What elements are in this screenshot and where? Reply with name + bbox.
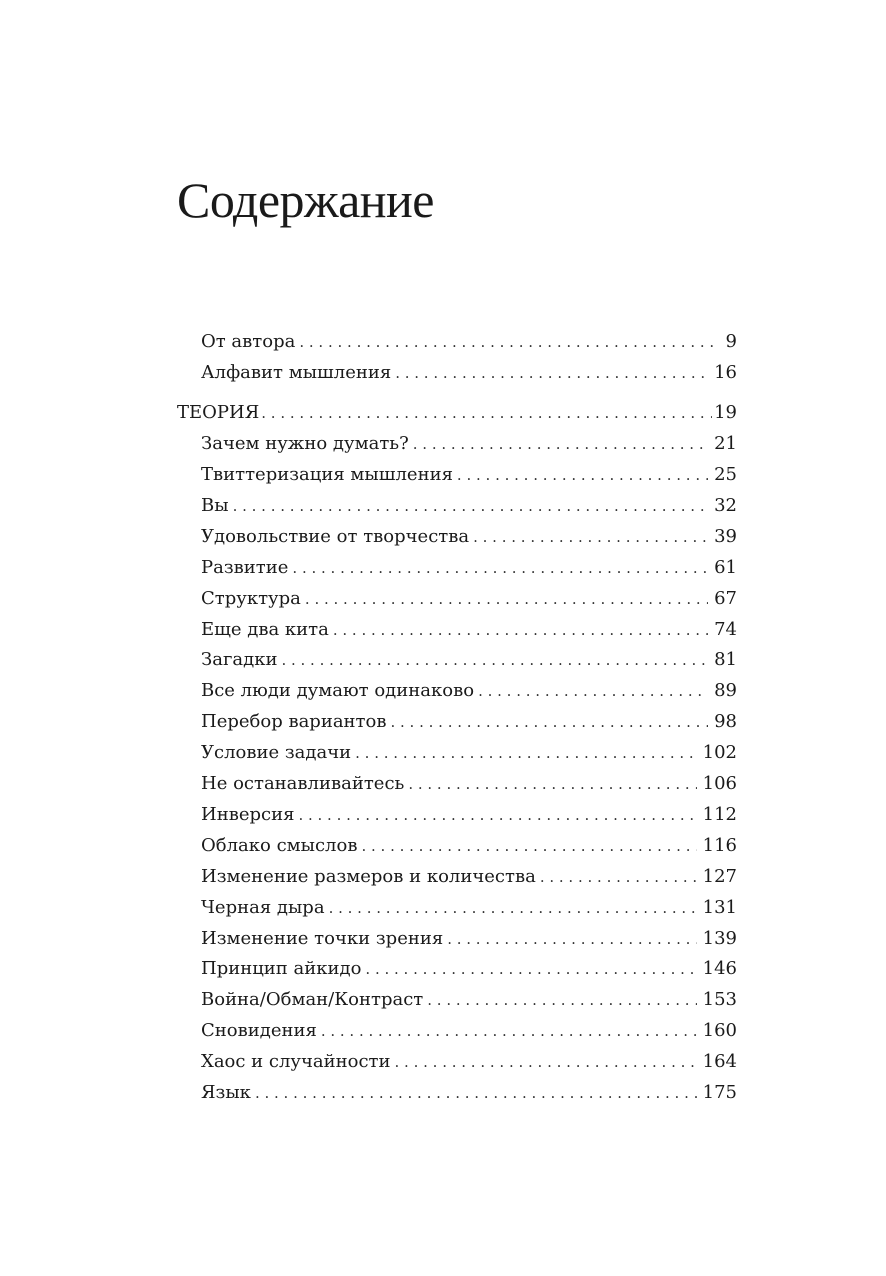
dot-leader (261, 399, 712, 427)
dot-leader (233, 492, 709, 520)
toc-entry[interactable] (201, 430, 737, 458)
toc-entry-page: 175 (702, 1082, 737, 1103)
toc-entry[interactable] (201, 585, 737, 613)
dot-leader (305, 585, 708, 613)
toc-entry-label: Алфавит мышления (201, 362, 392, 383)
toc-entry-label: Сновидения (201, 1020, 317, 1041)
toc-entry-page: 32 (714, 495, 737, 516)
toc-entry-label: Инверсия (201, 804, 295, 825)
toc-entry[interactable] (201, 894, 737, 922)
toc-entry-label: Облако смыслов (201, 835, 358, 856)
toc-entry[interactable] (201, 986, 737, 1014)
dot-leader (361, 832, 696, 860)
toc-entry[interactable] (201, 832, 737, 860)
toc-entry-label: Война/Обман/Контраст (201, 989, 424, 1010)
toc-entry-page: 127 (702, 866, 737, 887)
toc-entry-page: 106 (702, 773, 737, 794)
dot-leader (395, 359, 708, 387)
dot-leader (427, 986, 696, 1014)
toc-entry-label: Структура (201, 588, 301, 609)
toc-entry-label: Перебор вариантов (201, 711, 387, 732)
dot-leader (321, 1017, 697, 1045)
toc-entry-page: 116 (702, 835, 737, 856)
toc-entry[interactable] (201, 770, 737, 798)
toc-entry-label: Твиттеризация мышления (201, 464, 453, 485)
toc-entry-label: Условие задачи (201, 742, 352, 763)
toc-entry-page: 160 (702, 1020, 737, 1041)
toc-entry-page: 102 (702, 742, 737, 763)
toc-entry-page: 98 (714, 711, 737, 732)
toc-entry[interactable] (201, 925, 737, 953)
toc-entry-label: Хаос и случайности (201, 1051, 391, 1072)
toc-entry-page: 61 (714, 557, 737, 578)
dot-leader (365, 955, 696, 983)
toc-entry-label: Зачем нужно думать? (201, 433, 409, 454)
dot-leader (457, 461, 708, 489)
toc-entry-label: Удовольствие от творчества (201, 526, 470, 547)
toc-entry[interactable] (201, 1017, 737, 1045)
toc-entry-label: Черная дыра (201, 897, 325, 918)
toc-section-label: ТЕОРИЯ (177, 402, 260, 423)
toc-entry-label: Изменение точки зрения (201, 928, 444, 949)
dot-leader (333, 616, 708, 644)
dot-leader (413, 430, 708, 458)
dot-leader (447, 925, 696, 953)
toc-entry[interactable] (201, 677, 737, 705)
dot-leader (540, 863, 697, 891)
toc-entry-label: Язык (201, 1082, 251, 1103)
toc-entry-page: 9 (725, 331, 737, 352)
toc-entry-page: 74 (714, 619, 737, 640)
toc-entry-label: Загадки (201, 649, 278, 670)
dot-leader (355, 739, 697, 767)
dot-leader (298, 801, 696, 829)
toc-entry[interactable] (201, 801, 737, 829)
dot-leader (408, 770, 696, 798)
dot-leader (473, 523, 708, 551)
toc-entry[interactable] (201, 739, 737, 767)
toc-section-page: 19 (714, 402, 737, 423)
toc-entry[interactable] (201, 328, 737, 356)
toc-section[interactable] (177, 399, 737, 427)
toc-entry-page: 164 (702, 1051, 737, 1072)
dot-leader (395, 1048, 697, 1076)
toc-entry[interactable] (201, 523, 737, 551)
toc-entry[interactable] (201, 616, 737, 644)
toc-entry-label: Изменение размеров и количества (201, 866, 536, 887)
toc-entry-label: От автора (201, 331, 296, 352)
toc-entry[interactable] (201, 554, 737, 582)
dot-leader (478, 677, 708, 705)
toc-entry-page: 67 (714, 588, 737, 609)
toc-entry-page: 153 (702, 989, 737, 1010)
toc-entry-page: 112 (702, 804, 737, 825)
toc-entry-page: 81 (714, 649, 737, 670)
toc-entry[interactable] (201, 646, 737, 674)
toc-entry-page: 16 (714, 362, 737, 383)
dot-leader (281, 646, 708, 674)
toc-entry-label: Развитие (201, 557, 289, 578)
dot-leader (299, 328, 719, 356)
toc-entry-label: Принцип айкидо (201, 958, 362, 979)
dot-leader (390, 708, 708, 736)
toc-entry[interactable] (201, 708, 737, 736)
toc-entry-page: 39 (714, 526, 737, 547)
toc-entry-page: 146 (702, 958, 737, 979)
toc-entry-page: 89 (714, 680, 737, 701)
toc-entry[interactable] (201, 1079, 737, 1107)
toc-entry-label: Все люди думают одинаково (201, 680, 475, 701)
toc-entry-label: Вы (201, 495, 229, 516)
dot-leader (329, 894, 697, 922)
toc-entry-page: 21 (714, 433, 737, 454)
page-title: Содержание (177, 172, 434, 228)
toc-entry[interactable] (201, 492, 737, 520)
dot-leader (292, 554, 708, 582)
dot-leader (255, 1079, 697, 1107)
toc-entry[interactable] (201, 955, 737, 983)
toc-entry[interactable] (201, 1048, 737, 1076)
toc-entry-page: 139 (702, 928, 737, 949)
toc-entry-page: 25 (714, 464, 737, 485)
toc-entry[interactable] (201, 863, 737, 891)
toc-entry[interactable] (201, 359, 737, 387)
toc-entry[interactable] (201, 461, 737, 489)
toc-entry-label: Не останавливайтесь (201, 773, 405, 794)
toc-entry-label: Еще два кита (201, 619, 329, 640)
toc-entry-page: 131 (702, 897, 737, 918)
